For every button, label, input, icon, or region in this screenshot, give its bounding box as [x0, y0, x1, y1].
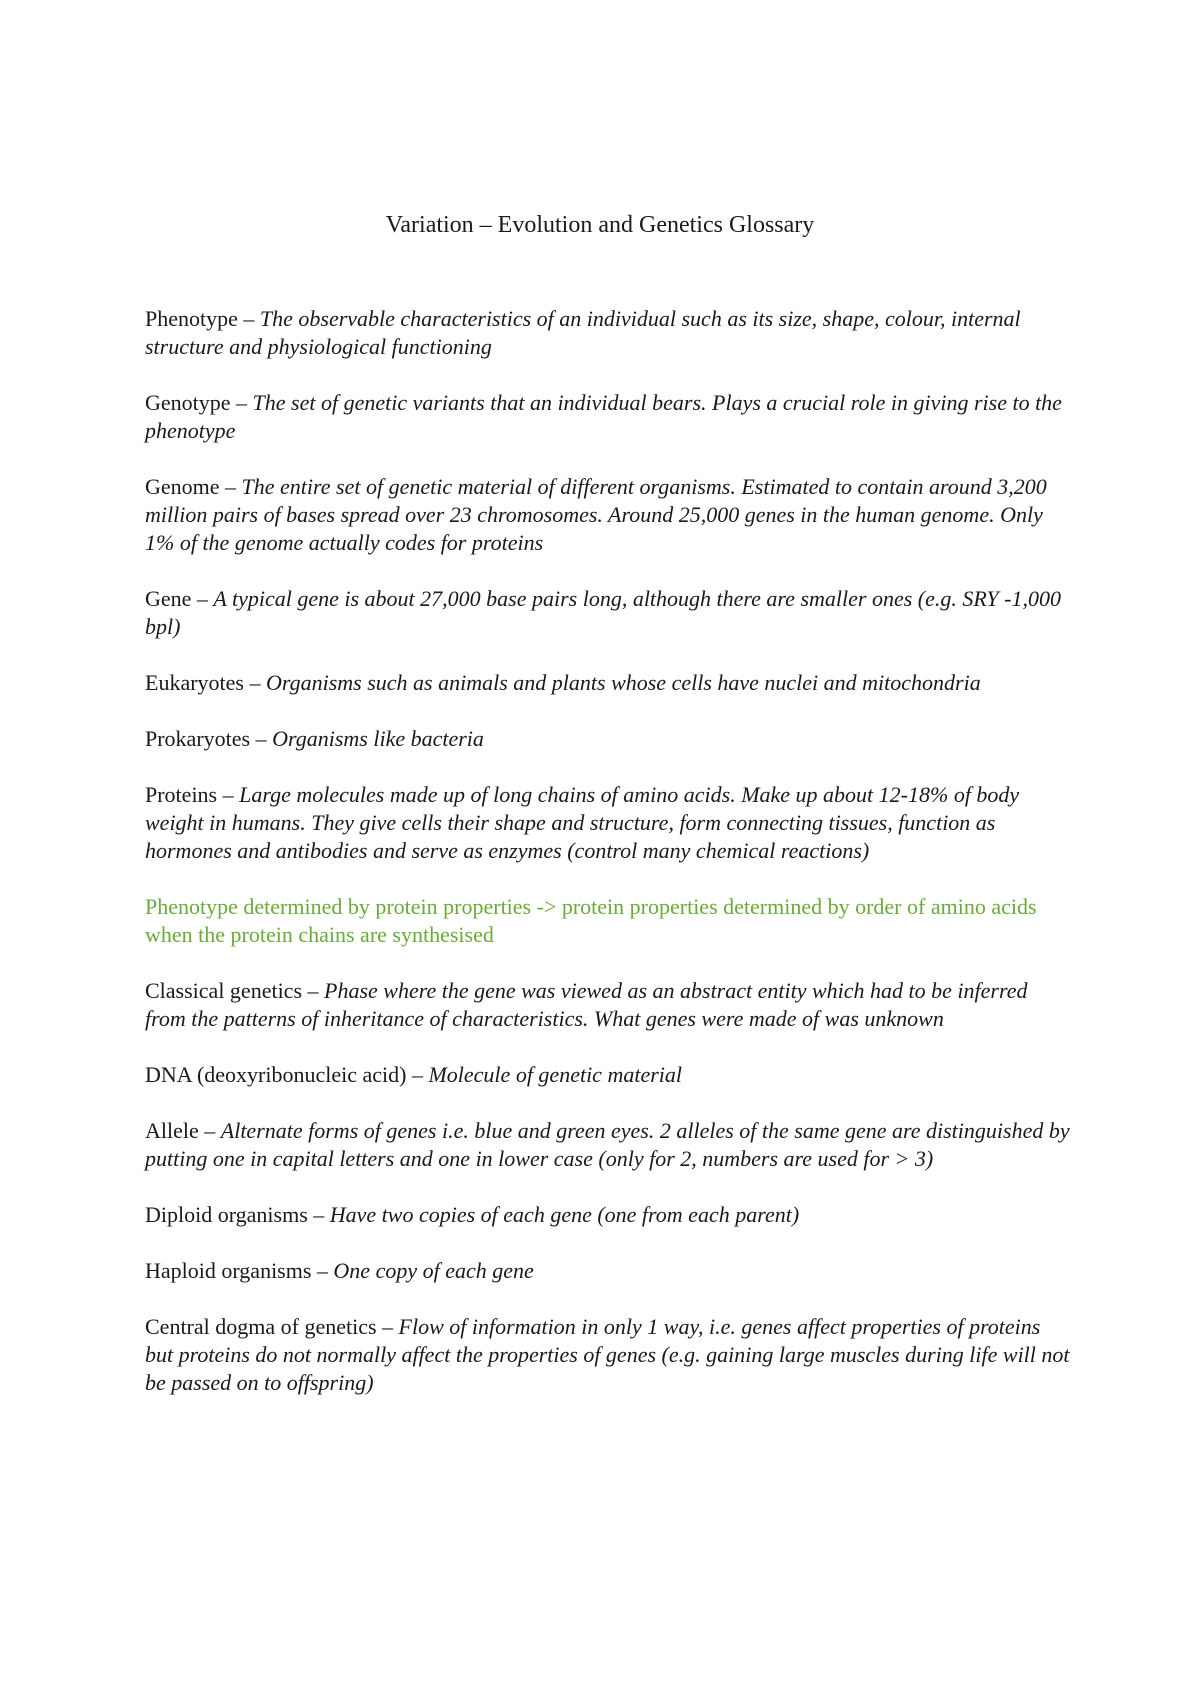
glossary-term: Gene –	[145, 586, 214, 611]
glossary-entry-eukaryotes	[145, 669, 1070, 697]
glossary-definition: Have two copies of each gene (one from each parent)	[329, 1202, 800, 1227]
glossary-term: Central dogma of genetics –	[145, 1314, 399, 1339]
glossary-entry-proteins	[145, 781, 1070, 865]
glossary-entry-dna	[145, 1061, 1070, 1089]
glossary-entry-genome	[145, 473, 1070, 557]
glossary-entry-central-dogma	[145, 1313, 1070, 1397]
glossary-term: Genotype –	[145, 390, 253, 415]
glossary-entry-genotype	[145, 389, 1070, 445]
glossary-term: Eukaryotes –	[145, 670, 266, 695]
glossary-term: Genome –	[145, 474, 242, 499]
document-title: Variation – Evolution and Genetics Glossary	[385, 212, 815, 238]
glossary-term: Phenotype –	[145, 306, 260, 331]
glossary-definition: A typical gene is about 27,000 base pairs long, although there are smaller ones (e.g. SRY -1,000 bpl)	[145, 586, 1061, 639]
glossary-term: DNA (deoxyribonucleic acid) –	[145, 1062, 429, 1087]
glossary-definition: One copy of each gene	[333, 1258, 534, 1283]
highlighted-note: Phenotype determined by protein properties -> protein properties determined by order of amino acids when the protein chains are synthesised	[145, 894, 1037, 947]
glossary-term: Allele –	[145, 1118, 221, 1143]
glossary-entry-phenotype	[145, 305, 1070, 361]
glossary-entry-classical-genetics	[145, 977, 1070, 1033]
glossary-definition: The set of genetic variants that an individual bears. Plays a crucial role in giving rise to the phenotype	[145, 390, 1062, 443]
glossary-definition: Flow of information in only 1 way, i.e. genes affect properties of proteins but proteins do not normally affect the properties of genes (e.g. gaining large muscles during life will not be passed on to offspring)	[145, 1314, 1070, 1395]
glossary-list	[145, 305, 1070, 1425]
glossary-definition: Large molecules made up of long chains of amino acids. Make up about 12-18% of body weight in humans. They give cells their shape and structure, form connecting tissues, function as hormones and antibodies and serve as enzymes (control many chemical reactions)	[145, 782, 1020, 863]
glossary-entry-haploid	[145, 1257, 1070, 1285]
glossary-definition: Molecule of genetic material	[428, 1062, 682, 1087]
glossary-definition: Organisms such as animals and plants whose cells have nuclei and mitochondria	[265, 670, 981, 695]
glossary-term: Prokaryotes –	[145, 726, 273, 751]
glossary-entry-diploid	[145, 1201, 1070, 1229]
glossary-definition: The observable characteristics of an individual such as its size, shape, colour, internal structure and physiological functioning	[145, 306, 1021, 359]
glossary-entry-prokaryotes	[145, 725, 1070, 753]
glossary-definition: Alternate forms of genes i.e. blue and green eyes. 2 alleles of the same gene are distinguished by putting one in capital letters and one in lower case (only for 2, numbers are used for > 3)	[145, 1118, 1070, 1171]
glossary-entry-gene	[145, 585, 1070, 641]
glossary-definition: Organisms like bacteria	[272, 726, 484, 751]
glossary-entry-allele	[145, 1117, 1070, 1173]
glossary-term: Classical genetics –	[145, 978, 325, 1003]
glossary-term: Diploid organisms –	[145, 1202, 330, 1227]
glossary-definition: The entire set of genetic material of different organisms. Estimated to contain around 3,200 million pairs of bases spread over 23 chromosomes. Around 25,000 genes in the human genome. Only 1% of the genome actually codes for proteins	[145, 474, 1047, 555]
glossary-term: Proteins –	[145, 782, 240, 807]
glossary-term: Haploid organisms –	[145, 1258, 334, 1283]
glossary-definition: Phase where the gene was viewed as an abstract entity which had to be inferred from the patterns of inheritance of characteristics. What genes were made of was unknown	[145, 978, 1028, 1031]
